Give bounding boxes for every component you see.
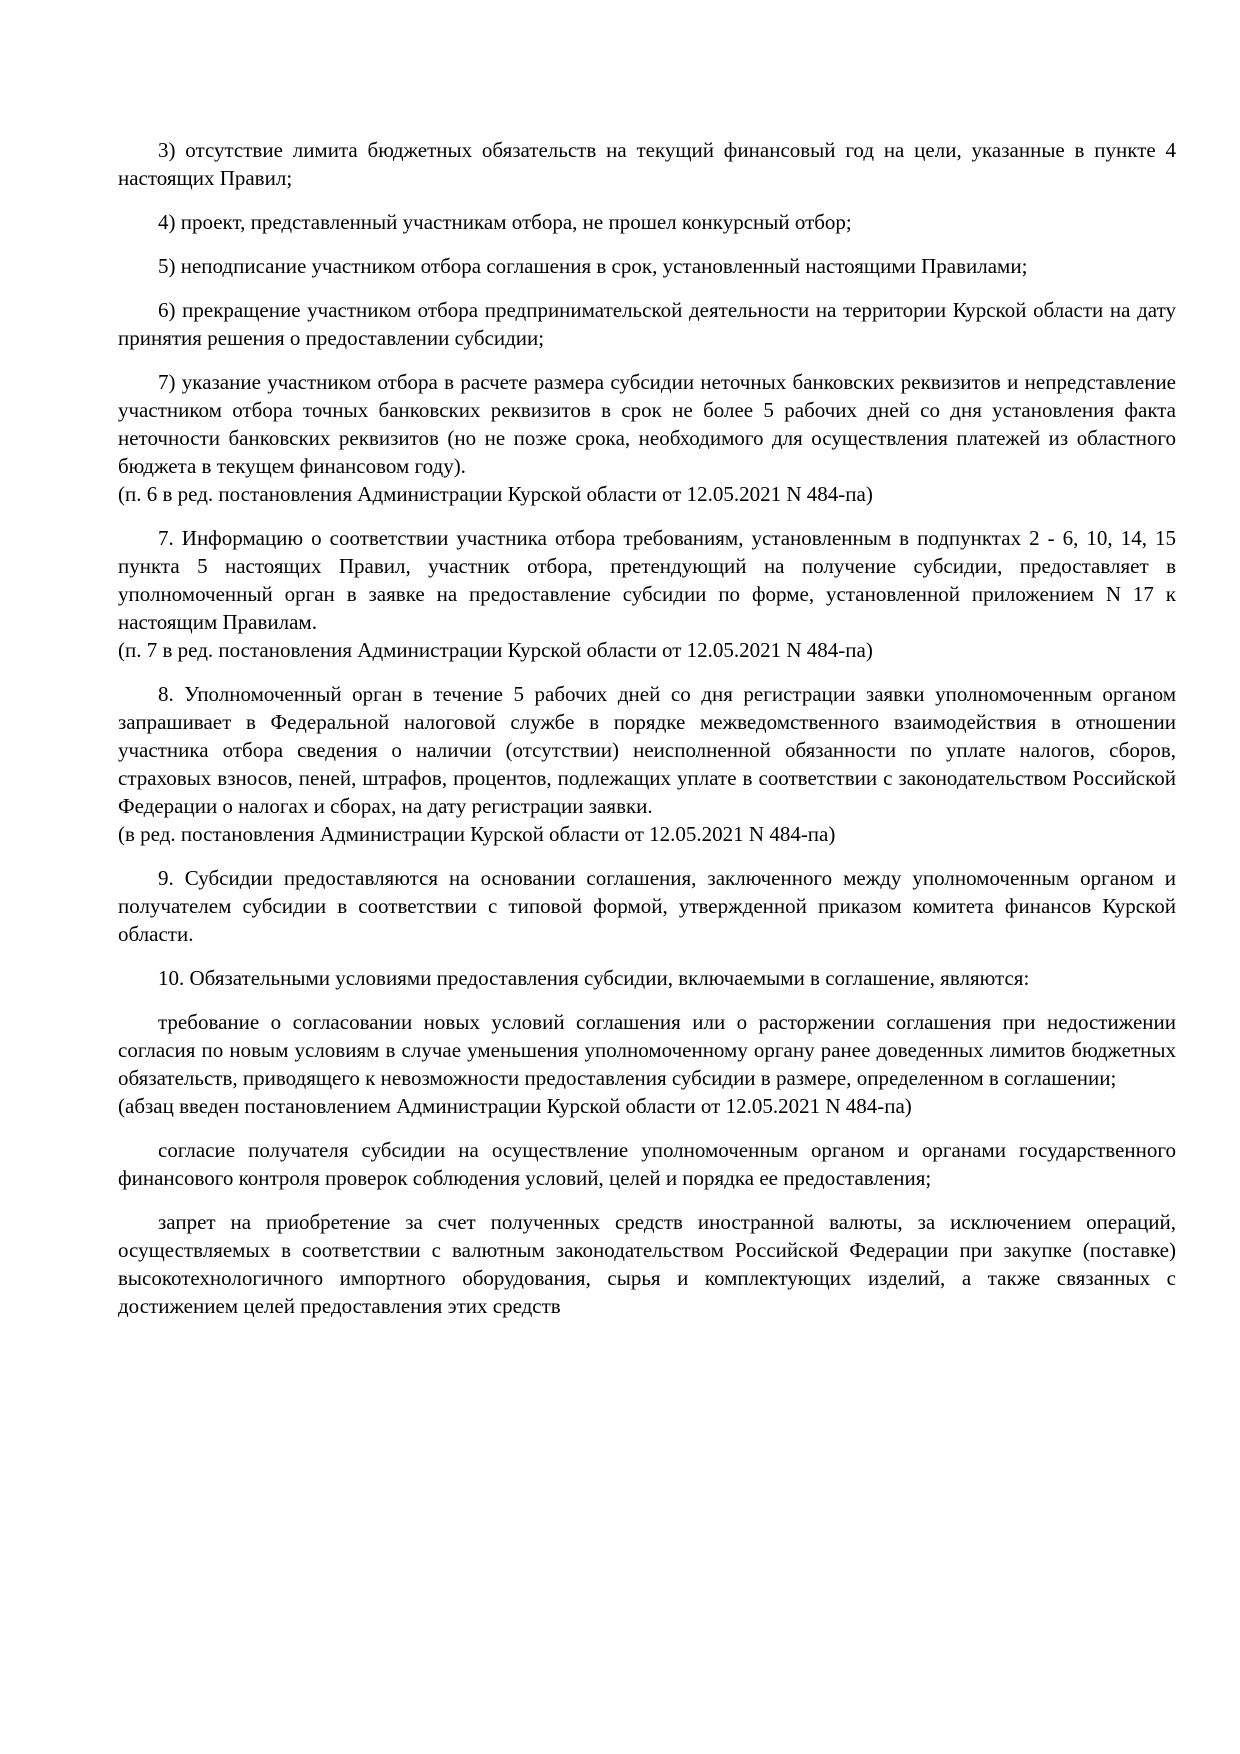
paragraph: 8. Уполномоченный орган в течение 5 рабочих дней со дня регистрации заявки уполномоченным органом запрашивает в Федеральной налоговой службе в порядке межведомственного взаимодействия в отношении участника отбора сведения о наличии (отсутствии) неисполненной обязанности по уплате налогов, сборов, страховых взносов, пеней, штрафов, процентов, подлежащих уплате в соответствии с законодательством Российской Федерации о налогах и сборах, на дату регистрации заявки. [118, 682, 1176, 818]
paragraph: 7) указание участником отбора в расчете размера субсидии неточных банковских реквизитов и непредставление участником отбора точных банковских реквизитов в срок не более 5 рабочих дней со дня установления факта неточности банковских реквизитов (но не позже срока, необходимого для осуществления платежей из областного бюджета в текущем финансовом году). [118, 370, 1176, 478]
amendment-note: (в ред. постановления Администрации Курской области от 12.05.2021 N 484-па) [118, 822, 836, 846]
amendment-note: (п. 7 в ред. постановления Администрации Курской области от 12.05.2021 N 484-па) [118, 638, 873, 662]
amendment-note: (абзац введен постановлением Администрации Курской области от 12.05.2021 N 484-па) [118, 1094, 912, 1118]
paragraph: 7. Информацию о соответствии участника отбора требованиям, установленным в подпунктах 2 - 6, 10, 14, 15 пункта 5 настоящих Правил, участник отбора, претендующий на получение субсидии, предоставляет в уполномоченный орган в заявке на предоставление субсидии по форме, установленной приложением N 17 к настоящим Правилам. [118, 526, 1176, 634]
document-page [118, 136, 1176, 1336]
paragraph: 5) неподписание участником отбора соглашения в срок, установленный настоящими Правилами; [158, 254, 1028, 278]
paragraph: согласие получателя субсидии на осуществление уполномоченным органом и органами государственного финансового контроля проверок соблюдения условий, целей и порядка ее предоставления; [118, 1138, 1176, 1190]
paragraph: 4) проект, представленный участникам отбора, не прошел конкурсный отбор; [158, 210, 852, 234]
paragraph: запрет на приобретение за счет полученных средств иностранной валюты, за исключением операций, осуществляемых в соответствии с валютным законодательством Российской Федерации при закупке (поставке) высокотехнологичного импортного оборудования, сырья и комплектующих изделий, а также связанных с достижением целей предоставления этих средств [118, 1210, 1176, 1318]
paragraph: 6) прекращение участником отбора предпринимательской деятельности на территории Курской области на дату принятия решения о предоставлении субсидии; [118, 298, 1176, 350]
paragraph: 3) отсутствие лимита бюджетных обязательств на текущий финансовый год на цели, указанные в пункте 4 настоящих Правил; [118, 138, 1176, 190]
amendment-note: (п. 6 в ред. постановления Администрации Курской области от 12.05.2021 N 484-па) [118, 482, 873, 506]
paragraph: требование о согласовании новых условий соглашения или о расторжении соглашения при недостижении согласия по новым условиям в случае уменьшения уполномоченному органу ранее доведенных лимитов бюджетных обязательств, приводящего к невозможности предоставления субсидии в размере, определенном в соглашении; [118, 1010, 1176, 1090]
paragraph: 9. Субсидии предоставляются на основании соглашения, заключенного между уполномоченным органом и получателем субсидии в соответствии с типовой формой, утвержденной приказом комитета финансов Курской области. [118, 866, 1176, 946]
paragraph: 10. Обязательными условиями предоставления субсидии, включаемыми в соглашение, являются: [158, 966, 1030, 990]
